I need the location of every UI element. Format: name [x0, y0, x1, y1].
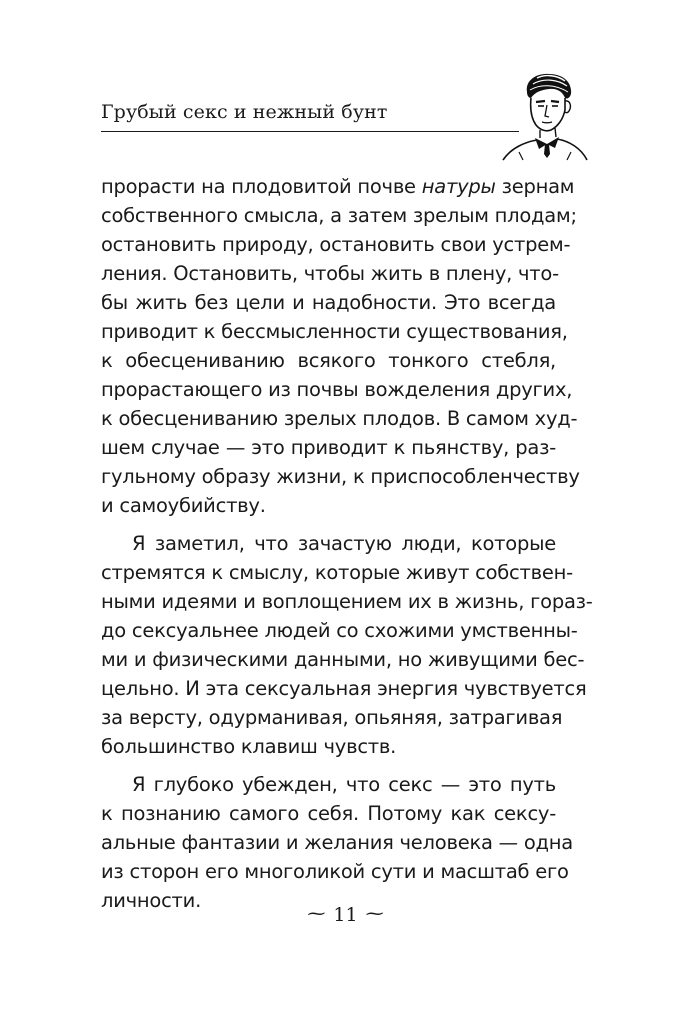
text-line: ными идеями и воплощением их в жизнь, гораз-: [101, 590, 593, 613]
text-line: ления. Остановить, чтобы жить в плену, что-: [101, 262, 559, 285]
text-line: к познанию самого себя. Потому как сексу-: [101, 802, 556, 825]
paragraph-3: [101, 770, 573, 915]
paragraph-1: [101, 172, 580, 520]
text-line: прорастающего из почвы вожделения других,: [101, 378, 573, 401]
emphasis-word: натуры: [421, 175, 496, 198]
text-line: остановить природу, остановить свои устрем-: [101, 233, 571, 256]
text-line: гульному образу жизни, к приспособленчеству: [101, 465, 580, 488]
text-line: Я глубоко убежден, что секс — это путь: [132, 773, 556, 796]
text-line: к обесцениванию всякого тонкого стебля,: [101, 349, 556, 372]
folio-dash-left: ⁓: [307, 903, 326, 924]
text-line: и самоубийству.: [101, 494, 266, 517]
page-number-value: 11: [333, 904, 358, 926]
text-line: к обесцениванию зрелых плодов. В самом худ-: [101, 407, 578, 430]
text-line: до сексуальнее людей со схожими умственны-: [101, 619, 578, 642]
text-line: собственного смысла, а затем зрелым плодам;: [101, 204, 577, 227]
text-line: цельно. И эта сексуальная энергия чувствуется: [101, 677, 587, 700]
text-line: бы жить без цели и надобности. Это всегда: [101, 291, 556, 314]
text-line: шем случае — это приводит к пьянству, раз-: [101, 436, 556, 459]
text-line: за версту, одурманивая, опьяняя, затрагивая: [101, 706, 563, 729]
text-line: большинство клавиш чувств.: [101, 735, 397, 758]
text-line: Я заметил, что зачастую люди, которые: [132, 532, 556, 555]
text-line: из сторон его многоликой сути и масштаб его: [101, 860, 569, 883]
header-rule: [101, 131, 519, 132]
text-line: стремятся к смыслу, которые живут собствен-: [101, 561, 573, 584]
text-line: приводит к бессмысленности существования,: [101, 320, 568, 343]
text-line: альные фантазии и желания человека — одна: [101, 831, 573, 854]
body-text: [101, 172, 593, 915]
page-number: [0, 904, 691, 926]
paragraph-2: [101, 529, 593, 761]
text-line: ми и физическими данными, но живущими бес-: [101, 648, 585, 671]
folio-dash-right: ⁓: [365, 903, 384, 924]
text-line: личности.: [101, 889, 202, 912]
man-portrait-icon: [497, 68, 589, 162]
running-head-title: Грубый секс и нежный бунт: [101, 101, 388, 123]
text-line: прорасти на плодовитой почве натуры зернам: [101, 175, 575, 198]
